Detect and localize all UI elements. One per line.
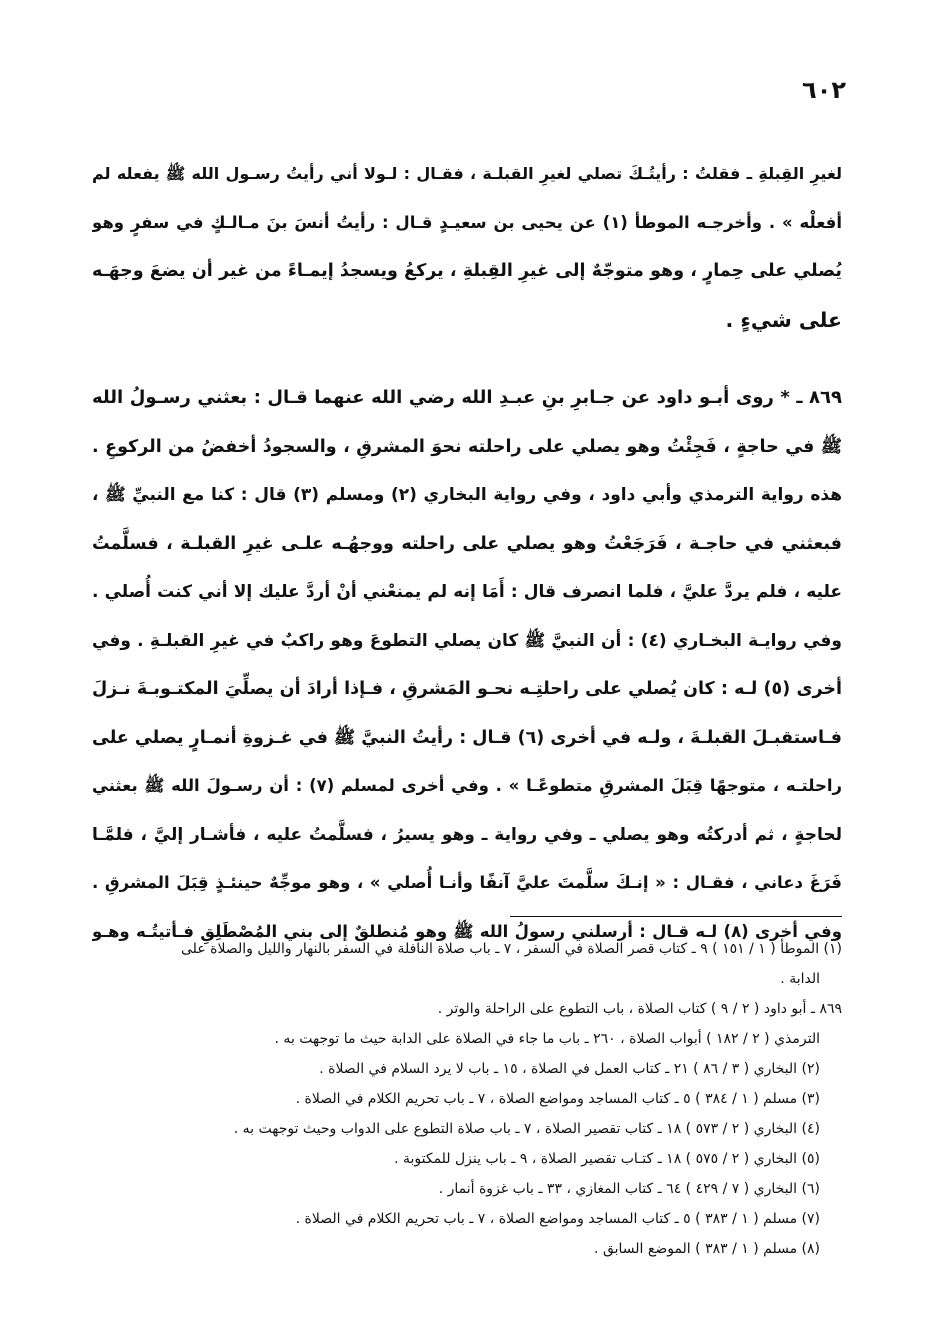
footnote-continuation: الدابة . bbox=[780, 971, 820, 987]
text-line: راحلتـه ، متوجهًا قِبَلَ المشرقِ متطوعًـا » . وفي أخرى لمسلم (٧) : أن رسـولَ الله ﷺ بعثني bbox=[92, 776, 842, 795]
text-line: أخرى (٥) لـه : كان يُصلي على راحلتِـه نحـو المَشرقِ ، فـإذا أرادَ أن يصلِّيَ المكتـوبـةَ نـزلَ bbox=[92, 679, 842, 699]
text-line: فبعثني في حاجـة ، فَرَجَعْتُ وهو يصلي على راحلته ووجهُـه علـى غيرِ القبلـة ، فسلَّمتُ bbox=[92, 533, 842, 554]
text-line: وفي أخرى (٨) لـه قـال : أرسلني رسولُ الله ﷺ وهو مُنطلقٌ إلى بني المُصْطَلِقِ فـأتيتُـه وهـو bbox=[92, 921, 842, 941]
footnote: (١) الموطأ ( ١ / ١٥١ ) ٩ ـ كتاب قصر الصلاة في السفر ، ٧ ـ باب صلاة النافلة في السفر بالنهار والليل والصلاة على bbox=[181, 941, 842, 957]
footnote-separator bbox=[510, 916, 842, 917]
footnote: (٧) مسلم ( ١ / ٣٨٣ ) ٥ ـ كتاب المساجد ومواضع الصلاة ، ٧ ـ باب تحريم الكلام في الصلاة . bbox=[295, 1211, 820, 1227]
text-line: لغيرِ القِبلةِ ـ فقلتُ : رأيتُـكَ تصلي لغيرِ القبلـة ، فقـال : لـولا أني رأيتُ رسـول الله ﷺ يفعله لم bbox=[92, 164, 842, 183]
text-line: فَرَغَ دعاني ، فقـال : « إنـكَ سلَّمتَ عليَّ آنفًا وأنـا أُصلي » ، وهو موجِّهٌ حينئـذٍ قِبَلَ المشرقِ . bbox=[92, 873, 842, 892]
footnote: (٢) البخاري ( ٣ / ٨٦ ) ٢١ ـ كتاب العمل في الصلاة ، ١٥ ـ باب لا يرد السلام في الصلاة . bbox=[319, 1061, 820, 1077]
text-line: فـاستقبـلَ القبلـةَ ، ولـه في أخرى (٦) قـال : رأيتُ النبيَّ ﷺ في غـزوةِ أنمـارٍ يصلي على bbox=[92, 727, 842, 748]
text-line: على شيءٍ . bbox=[725, 307, 842, 332]
footnote: ٨٦٩ ـ أبو داود ( ٢ / ٩ ) كتاب الصلاة ، باب التطوع على الراحلة والوتر . bbox=[437, 1001, 842, 1017]
hadith-869-line: ٨٦٩ ـ * روى أبـو داود عن جـابرِ بنِ عبـدِ الله رضي الله عنهما قـال : بعثني رسـولُ الله bbox=[92, 387, 842, 408]
footnote: (٦) البخاري ( ٧ / ٤٢٩ ) ٦٤ ـ كتاب المغازي ، ٣٣ ـ باب غزوة أنمار . bbox=[438, 1181, 820, 1197]
text-line: هذه رواية الترمذي وأبي داود ، وفي رواية البخاري (٢) ومسلم (٣) قال : كنا مع النبيِّ ﷺ ، bbox=[92, 485, 842, 505]
main-text bbox=[92, 152, 842, 958]
text-line: يُصلي على حِمارٍ ، وهو متوجّهٌ إلى غيرِ القِبلةِ ، يركعُ ويسجدُ إيمـاءً من غير أن يضعَ وجهَـه bbox=[92, 261, 842, 281]
footnote: (٤) البخاري ( ٢ / ٥٧٣ ) ١٨ ـ كتاب تقصير الصلاة ، ٧ ـ باب صلاة التطوع على الدواب وحيث توجهت به . bbox=[233, 1121, 820, 1137]
footnote: (٥) البخاري ( ٢ / ٥٧٥ ) ١٨ ـ كتـاب تقصير الصلاة ، ٩ ـ باب ينزل للمكتوبة . bbox=[394, 1151, 820, 1167]
footnotes bbox=[92, 934, 842, 1264]
text-line: ﷺ في حاجةٍ ، فَجِئْتُ وهو يصلي على راحلته نحوَ المشرقِ ، والسجودُ أخفضُ من الركوعِ . bbox=[92, 436, 842, 457]
footnote: (٣) مسلم ( ١ / ٣٨٤ ) ٥ ـ كتاب المساجد ومواضع الصلاة ، ٧ ـ باب تحريم الكلام في الصلاة . bbox=[295, 1091, 820, 1107]
paragraph-gap bbox=[92, 346, 842, 376]
text-line: لحاجةٍ ، ثم أدركتُه وهو يصلي ـ وفي رواية ـ وهو يسيرُ ، فسلَّمتُ عليه ، فأشـار إليَّ ، فلمَّـا bbox=[92, 824, 842, 845]
text-line: أفعلْه » . وأخرجـه الموطأ (١) عن يحيى بن سعيـدٍ قـال : رأيتُ أنسَ بنَ مـالـكٍ في سفرٍ وهو bbox=[92, 212, 842, 232]
text-line: عليه ، فلم يردَّ عليَّ ، فلما انصرف قال : أَمَا إنه لم يمنعْني أنْ أردَّ عليك إلا أني كنت أُصلي . bbox=[92, 582, 842, 602]
page-number: ٦٠٢ bbox=[802, 76, 846, 104]
footnote: (٨) مسلم ( ١ / ٣٨٣ ) الموضع السابق . bbox=[594, 1241, 820, 1257]
text-line: وفي روايـة البخـاري (٤) : أن النبيَّ ﷺ كان يصلي التطوعَ وهو راكبٌ في غيرِ القبلـةِ . وفي bbox=[92, 630, 842, 651]
footnote: الترمذي ( ٢ / ١٨٢ ) أبواب الصلاة ، ٢٦٠ ـ باب ما جاء في الصلاة على الدابة حيث ما توجهت به . bbox=[274, 1031, 820, 1047]
